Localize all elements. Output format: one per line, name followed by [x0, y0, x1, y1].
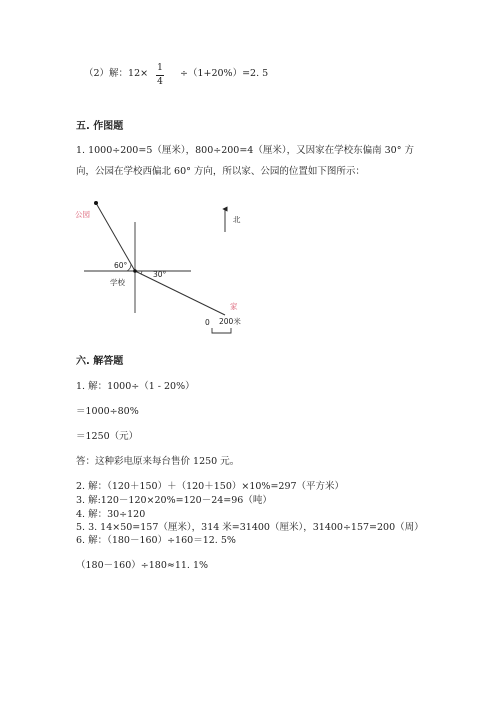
angle-label-30: 30° — [153, 270, 167, 279]
school-label: 学校 — [110, 278, 125, 287]
school-point — [133, 269, 137, 273]
answer-line: 2. 解：（120＋150）＋（120＋150）×10%=297（平方米） — [76, 481, 345, 492]
angle-arc-30 — [141, 271, 142, 274]
answer-line: 3. 解:120－120×20%=120－24=96（吨） — [76, 495, 272, 506]
park-label: 公园 — [75, 210, 90, 219]
line-school-to-home — [135, 271, 225, 315]
park-point — [94, 201, 98, 205]
section-heading-drawing: 五. 作图题 — [76, 121, 124, 132]
answer-line: 5. 3. 14×50=157（厘米），314 米=31400（厘米），31400÷157=200（周） — [76, 522, 424, 533]
scale-distance-label: 200米 — [219, 317, 241, 326]
section5-text-line2: 向，公园在学校西偏北 60° 方向，所以家、公园的位置如下图所示： — [76, 166, 365, 177]
section-heading-answers: 六. 解答题 — [76, 356, 124, 367]
answer-line: ＝1000÷80% — [76, 406, 139, 417]
scale-zero-label: 0 — [205, 318, 210, 327]
section5-text-line1: 1. 1000÷200=5（厘米），800÷200=4（厘米），又因家在学校东偏南 30° 方 — [76, 145, 414, 156]
north-label: 北 — [233, 215, 241, 224]
q2-suffix: ÷（1+20%）=2. 5 — [180, 68, 269, 79]
answer-line: （180－160）÷180≈11. 1% — [76, 560, 209, 571]
answer-line: 6. 解：（180－160）÷160＝12. 5% — [76, 535, 236, 546]
scale-bar — [212, 328, 231, 333]
q2-prefix: （2）解：12× — [84, 68, 149, 79]
answer-line: ＝1250（元） — [76, 431, 139, 442]
home-label: 家 — [230, 302, 238, 311]
fraction-numerator: 1 — [157, 63, 163, 73]
angle-label-60: 60° — [114, 261, 128, 270]
answer-line: 答：这种彩电原来每台售价 1250 元。 — [76, 456, 240, 467]
answer-line: 4. 解：30÷120 — [76, 509, 146, 520]
angle-arc-60 — [127, 264, 131, 271]
answer-line: 1. 解：1000÷（1 - 20%） — [76, 381, 195, 392]
fraction-denominator: 4 — [157, 77, 163, 87]
